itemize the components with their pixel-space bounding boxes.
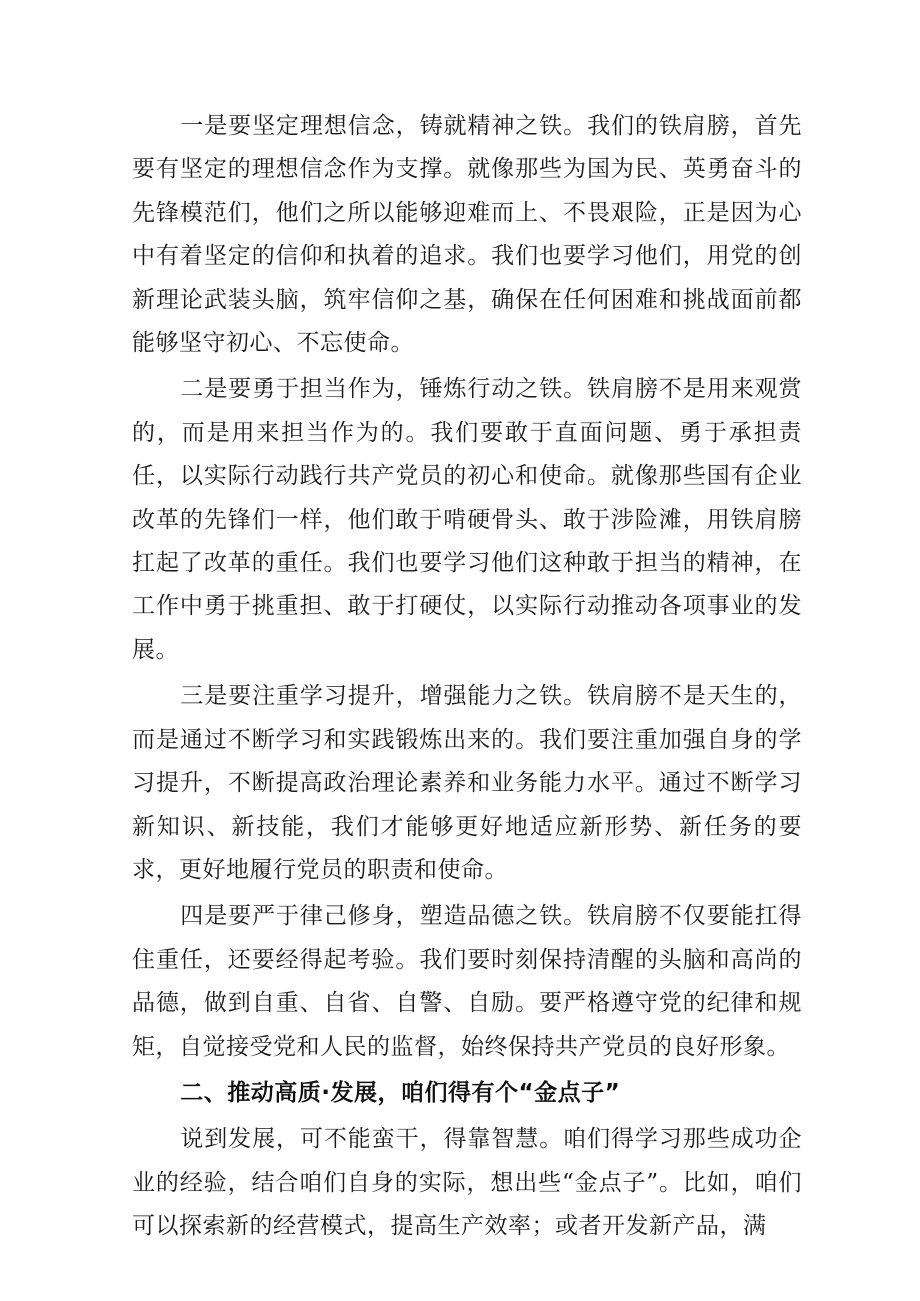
document-body — [132, 105, 802, 1252]
section-heading: 二、推动高质·发展，咱们得有个“金点子” — [180, 1079, 621, 1106]
paragraph-development: 说到发展，可不能蛮干，得靠智慧。咱们得学习那些成功企业的经验，结合咱们自身的实际，想出些“金点子”。比如，咱们可以探索新的经营模式，提高生产效率；或者开发新产品，满 — [132, 1126, 802, 1240]
paragraph-self-discipline: 四是要严于律己修身，塑造品德之铁。铁肩膀不仅要能扛得住重任，还要经得起考验。我们要时刻保持清醒的头脑和高尚的品德，做到自重、自省、自警、自励。要严格遵守党的纪律和规矩，自觉接受党和人民的监督，始终保持共产党员的良好形象。 — [132, 903, 802, 1060]
paragraph-responsibility: 二是要勇于担当作为，锤炼行动之铁。铁肩膀不是用来观赏的，而是用来担当作为的。我们要敢于直面问题、勇于承担责任，以实际行动践行共产党员的初心和使命。就像那些国有企业改革的先锋们一样，他们敢于啃硬骨头、敢于涉险滩，用铁肩膀扛起了改革的重任。我们也要学习他们这种敢于担当的精神，在工作中勇于挑重担、敢于打硬仗，以实际行动推动各项事业的发展。 — [132, 376, 802, 663]
paragraph-learning: 三是要注重学习提升，增强能力之铁。铁肩膀不是天生的，而是通过不断学习和实践锻炼出来的。我们要注重加强自身的学习提升，不断提高政治理论素养和业务能力水平。通过不断学习新知识、新技能，我们才能够更好地适应新形势、新任务的要求，更好地履行党员的职责和使命。 — [132, 683, 802, 883]
paragraph-ideals: 一是要坚定理想信念，铸就精神之铁。我们的铁肩膀，首先要有坚定的理想信念作为支撑。就像那些为国为民、英勇奋斗的先锋模范们，他们之所以能够迎难而上、不畏艰险，正是因为心中有着坚定的信仰和执着的追求。我们也要学习他们，用党的创新理论武装头脑，筑牢信仰之基，确保在任何困难和挑战面前都能够坚守初心、不忘使命。 — [132, 113, 802, 357]
